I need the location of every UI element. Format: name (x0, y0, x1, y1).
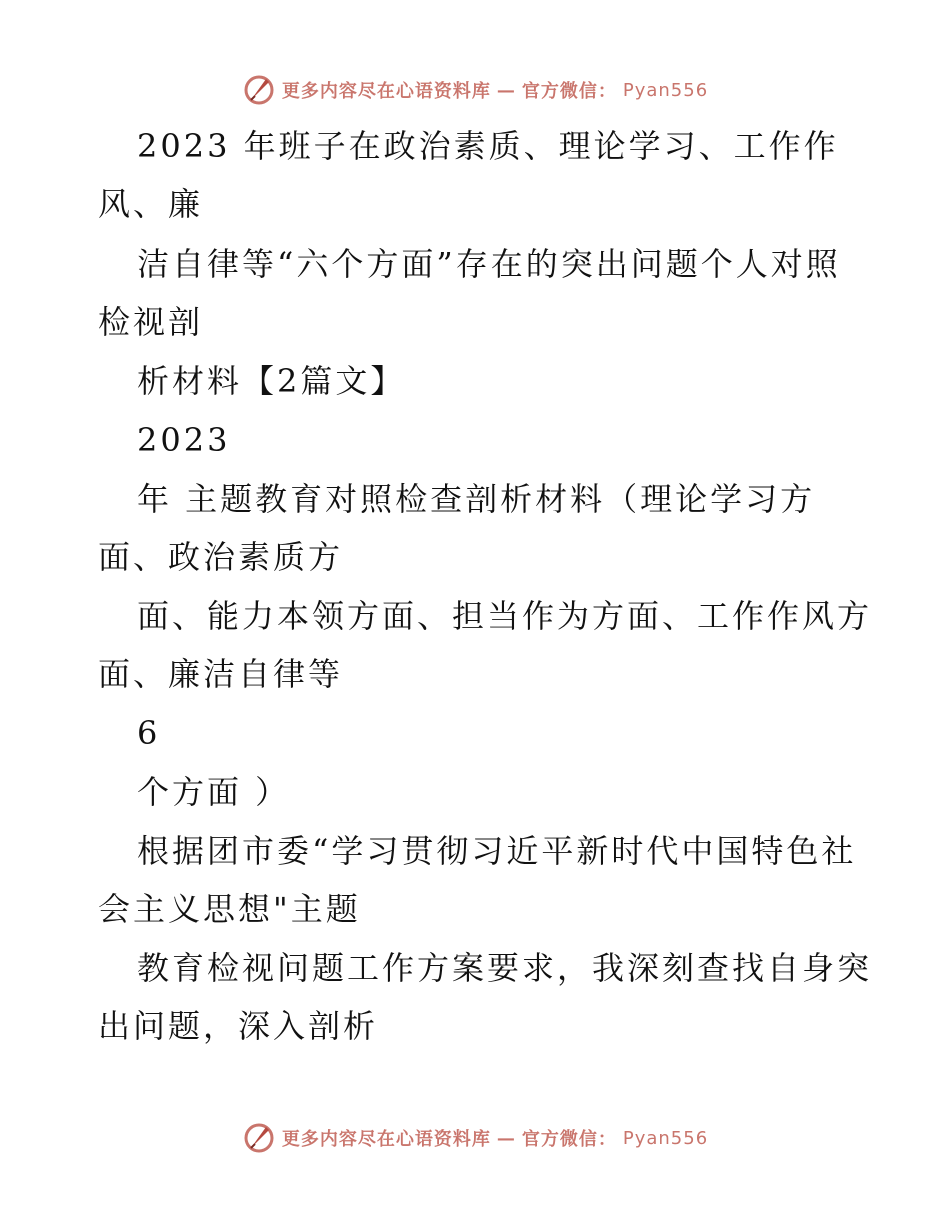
watermark-label: 官方微信： (521, 81, 617, 102)
watermark-site-text: 更多内容尽在心语资料库 (281, 1129, 491, 1150)
watermark-site-text: 更多内容尽在心语资料库 (281, 81, 491, 102)
body-line-4: 检视剖 (98, 303, 204, 341)
body-line-6: 2023 (137, 421, 231, 459)
body-line-8: 面、政治素质方 (98, 538, 344, 576)
watermark-label: 官方微信： (521, 1129, 617, 1150)
watermark-separator: — (496, 79, 516, 101)
quill-pen-logo-icon (242, 73, 276, 107)
quill-pen-logo-icon (242, 1121, 276, 1155)
body-line-14: 会主义思想"主题 (98, 890, 361, 928)
body-line-3: 洁自律等“六个方面”存在的突出问题个人对照 (137, 245, 841, 283)
body-line-2: 风、廉 (98, 185, 204, 223)
body-line-10: 面、廉洁自律等 (98, 655, 344, 693)
body-line-12: 个方面 ） (137, 773, 291, 811)
body-line-16: 出问题，深入剖析 (98, 1007, 379, 1045)
watermark-account: Pyan556 (622, 79, 709, 101)
body-line-9: 面、能力本领方面、担当作为方面、工作作风方 (137, 597, 873, 635)
watermark-separator: — (496, 1127, 516, 1149)
body-line-1: 2023 年班子在政治素质、理论学习、工作作 (137, 127, 839, 165)
watermark-account: Pyan556 (622, 1127, 709, 1149)
footer-watermark (0, 1118, 950, 1158)
header-watermark (0, 70, 950, 110)
body-line-13: 根据团市委“学习贯彻习近平新时代中国特色社 (137, 832, 857, 870)
body-line-11: 6 (137, 714, 161, 752)
body-line-15: 教育检视问题工作方案要求，我深刻查找自身突 (137, 949, 873, 987)
body-line-5: 析材料【2篇文】 (137, 362, 406, 400)
body-line-7: 年 主题教育对照检查剖析材料（理论学习方 (137, 480, 816, 518)
